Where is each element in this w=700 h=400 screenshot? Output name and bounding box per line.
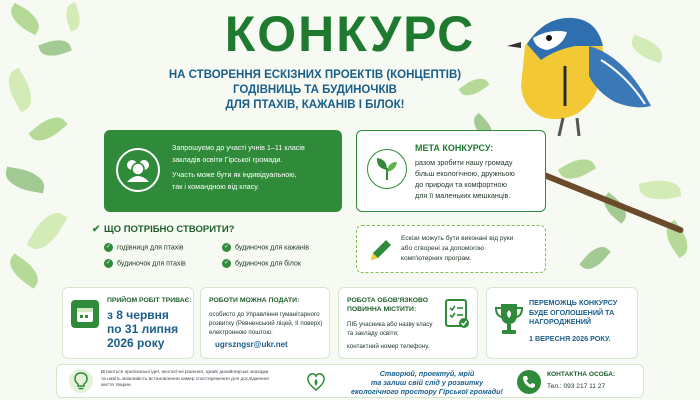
deadline-dates [107, 308, 178, 350]
goal-heading: МЕТА КОНКУРСУ: [415, 143, 494, 153]
lightbulb-icon [69, 369, 93, 393]
check-circle-icon: ✓ [223, 244, 230, 250]
winner-line: ПЕРЕМОЖЦЬ КОНКУРСУ [529, 298, 618, 307]
deadline-card [62, 287, 194, 359]
decor-leaf [1, 68, 38, 113]
decor-leaf [4, 167, 47, 194]
footer-note-line: життя тварин. [101, 383, 132, 389]
sketch-text [401, 234, 541, 264]
check-circle-icon: ✓ [223, 260, 230, 266]
contact-phone-link[interactable]: Тел.: 093 217 11 27 [547, 383, 606, 390]
sketch-line: або створені за допомогою [401, 245, 484, 252]
submission-line: розвитку (Ревненський ліцей, II поверх) [209, 320, 323, 327]
deadline-date-line: по 31 липня [107, 322, 179, 336]
footer-slogan-line: та залиш свій слід у розвитку [370, 378, 484, 387]
contact-heading: КОНТАКТНА ОСОБА: [547, 371, 616, 378]
footer-slogan-line: екологічного простору Гірської громади! [351, 387, 503, 396]
invitation-line: Участь може бути як індивідуальною, [172, 170, 297, 179]
invitation-panel [104, 130, 342, 212]
leaf-sprout-icon [367, 149, 407, 189]
invitation-line: так і командною від класу. [172, 181, 260, 191]
checklist-icon [443, 296, 471, 330]
create-item-label: годівниця для птахів [117, 244, 184, 252]
check-circle-icon: ✓ [105, 260, 112, 266]
page-title: КОНКУРС [224, 6, 476, 62]
winner-text [529, 298, 617, 327]
requirements-heading-line: ПОВИННА МІСТИТИ: [347, 306, 417, 313]
requirements-item: та закладу освіти; [347, 330, 399, 337]
deadline-date-line: з 8 червня [107, 308, 169, 322]
sketch-line: комп'ютерних програм. [401, 255, 472, 262]
heart-leaf-icon [305, 371, 327, 393]
subtitle-line: ГОДІВНИЦЬ ТА БУДИНОЧКІВ [233, 84, 397, 96]
check-circle-icon: ✓ [105, 244, 112, 250]
requirements-item: ПІБ учасника або назву класу [347, 321, 433, 328]
submission-card [200, 287, 330, 359]
goal-panel [356, 130, 546, 212]
invitation-text [172, 142, 336, 192]
create-item [222, 243, 309, 252]
create-item-label: будиночок для птахів [117, 260, 186, 268]
create-item-label: будиночок для білок [235, 260, 301, 268]
subtitle-line: НА СТВОРЕННЯ ЕСКІЗНИХ ПРОЕКТІВ (КОНЦЕПТІВ) [168, 69, 462, 81]
decor-leaf [26, 206, 67, 255]
goal-line: більш екологічною, дружньою [415, 169, 515, 178]
calendar-icon [71, 300, 99, 328]
goal-line: до природи та комфортною [415, 180, 507, 189]
deadline-date-line: 2026 року [107, 336, 165, 350]
requirements-card [338, 287, 478, 359]
requirements-heading-line: РОБОТА ОБОВ'ЯЗКОВО [347, 297, 429, 304]
decor-leaf [4, 253, 44, 288]
page-subtitle [120, 68, 510, 113]
create-heading: ЩО ПОТРІБНО СТВОРИТИ? [104, 224, 235, 235]
winner-date: 1 ВЕРЕСНЯ 2026 РОКУ. [529, 334, 611, 343]
pencil-icon [367, 236, 395, 264]
deadline-heading: ПРИЙОМ РОБІТ ТРИВАЄ: [107, 297, 192, 304]
create-item [104, 243, 184, 252]
create-item-label: будиночок для кажанів [235, 244, 309, 252]
goal-line: разом зробити нашу громаду [415, 158, 513, 167]
submission-text [209, 310, 329, 337]
checkmark-icon: ✔ [92, 224, 101, 235]
footer-note-line: Вітаються оригінальні ідеї, екологічні рішення, цікаві дизайнерські знахідки [101, 370, 269, 375]
titmouse-bird-illustration [505, 6, 655, 146]
people-icon [116, 148, 160, 192]
create-item [104, 259, 186, 268]
winner-line: НАГОРОДЖЕНИЙ [529, 317, 592, 326]
submission-line: особисто до Управління гуманітарного [209, 311, 320, 318]
submission-heading: РОБОТИ МОЖНА ПОДАТИ: [209, 297, 300, 304]
requirements-item: контактний номер телефону. [347, 343, 430, 350]
phone-icon [517, 370, 541, 394]
decor-leaf [639, 177, 682, 204]
decor-leaf [579, 241, 611, 274]
decor-leaf [28, 111, 67, 148]
trophy-icon [493, 300, 525, 338]
invitation-line: Запрошуємо до участі учнів 1–11 класів [172, 143, 305, 152]
sketch-line: Ескізи можуть бути виконані від руки [401, 235, 514, 242]
requirements-heading [347, 296, 428, 314]
goal-line: для її маленьких мешканців. [415, 191, 511, 200]
requirements-list [347, 320, 447, 351]
goal-text [415, 157, 543, 201]
footer-note-line: та навіть можливість встановлення камер спостереження для дослідження [101, 376, 269, 382]
winner-line: БУДЕ ОГОЛОШЕНИЙ ТА [529, 307, 615, 317]
footer-slogan [337, 369, 517, 396]
sketch-note-panel [356, 225, 546, 273]
subtitle-line: ДЛЯ ПТАХІВ, КАЖАНІВ І БІЛОК! [225, 99, 405, 111]
invitation-line: закладів освіти Гірської громади. [172, 154, 283, 164]
winner-card [486, 287, 638, 359]
footer-bar [56, 364, 644, 398]
footer-note [101, 370, 291, 390]
create-item [222, 259, 301, 268]
footer-slogan-line: Створюй, проектуй, мрій [379, 369, 475, 378]
submission-email-link[interactable]: ugrszngsr@ukr.net [215, 340, 288, 349]
submission-email-label: електронною поштою: [209, 329, 273, 336]
